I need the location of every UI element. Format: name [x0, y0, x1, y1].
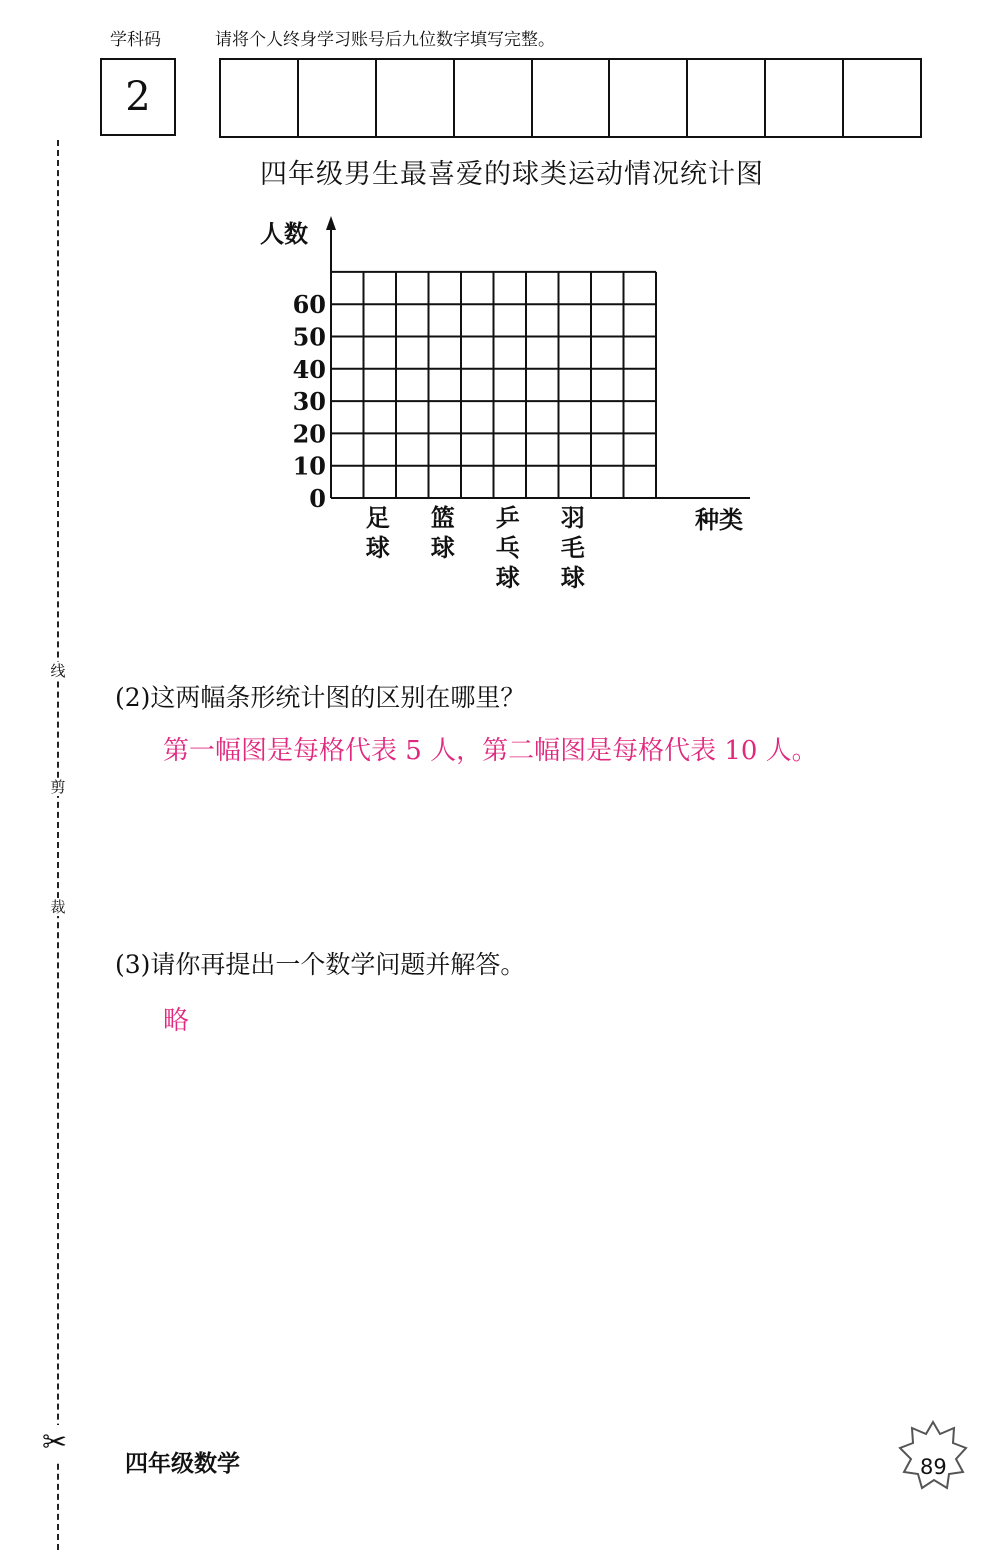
category-label: 乒乓球 — [495, 503, 520, 592]
category-label: 羽毛球 — [560, 503, 585, 592]
y-tick-label: 50 — [292, 322, 326, 352]
cut-label-trim: 裁 — [50, 898, 66, 916]
bar-chart-grid — [240, 210, 780, 610]
y-axis-arrow — [326, 216, 336, 230]
y-tick-label: 60 — [292, 290, 326, 320]
digit-box[interactable] — [688, 60, 766, 136]
cut-label-cut: 剪 — [50, 778, 66, 796]
y-tick-label: 0 — [309, 484, 326, 513]
answer-2: 第一幅图是每格代表 5 人，第二幅图是每格代表 10 人。 — [163, 736, 818, 766]
digit-box[interactable] — [610, 60, 688, 136]
digit-box[interactable] — [455, 60, 533, 136]
subject-code-box: 2 — [100, 58, 176, 136]
footer-title: 四年级数学 — [125, 1451, 240, 1477]
y-tick-label: 30 — [292, 387, 326, 417]
scissors-icon: ✂ — [42, 1425, 68, 1460]
digit-box[interactable] — [299, 60, 377, 136]
y-tick-label: 20 — [292, 419, 326, 449]
chart-title: 四年级男生最喜爱的球类运动情况统计图 — [260, 159, 764, 190]
question-3: (3)请你再提出一个数学问题并解答。 — [115, 950, 526, 979]
category-label: 足球 — [365, 503, 390, 562]
instruction-text: 请将个人终身学习账号后九位数字填写完整。 — [215, 30, 555, 50]
account-digit-boxes — [219, 58, 922, 138]
digit-box[interactable] — [766, 60, 844, 136]
y-axis-label: 人数 — [260, 219, 308, 248]
digit-box[interactable] — [377, 60, 455, 136]
digit-box[interactable] — [221, 60, 299, 136]
x-axis-label: 种类 — [695, 505, 743, 534]
subject-code-label: 学科码 — [110, 30, 161, 50]
page-number: 89 — [920, 1455, 947, 1479]
cut-label-line: 线 — [50, 662, 66, 680]
category-label: 篮球 — [430, 503, 455, 562]
digit-box[interactable] — [844, 60, 920, 136]
question-2: (2)这两幅条形统计图的区别在哪里？ — [115, 683, 526, 712]
cut-line — [57, 140, 59, 1550]
digit-box[interactable] — [533, 60, 611, 136]
y-tick-label: 10 — [292, 451, 326, 481]
answer-3: 略 — [163, 1006, 190, 1036]
y-tick-label: 40 — [292, 354, 326, 384]
